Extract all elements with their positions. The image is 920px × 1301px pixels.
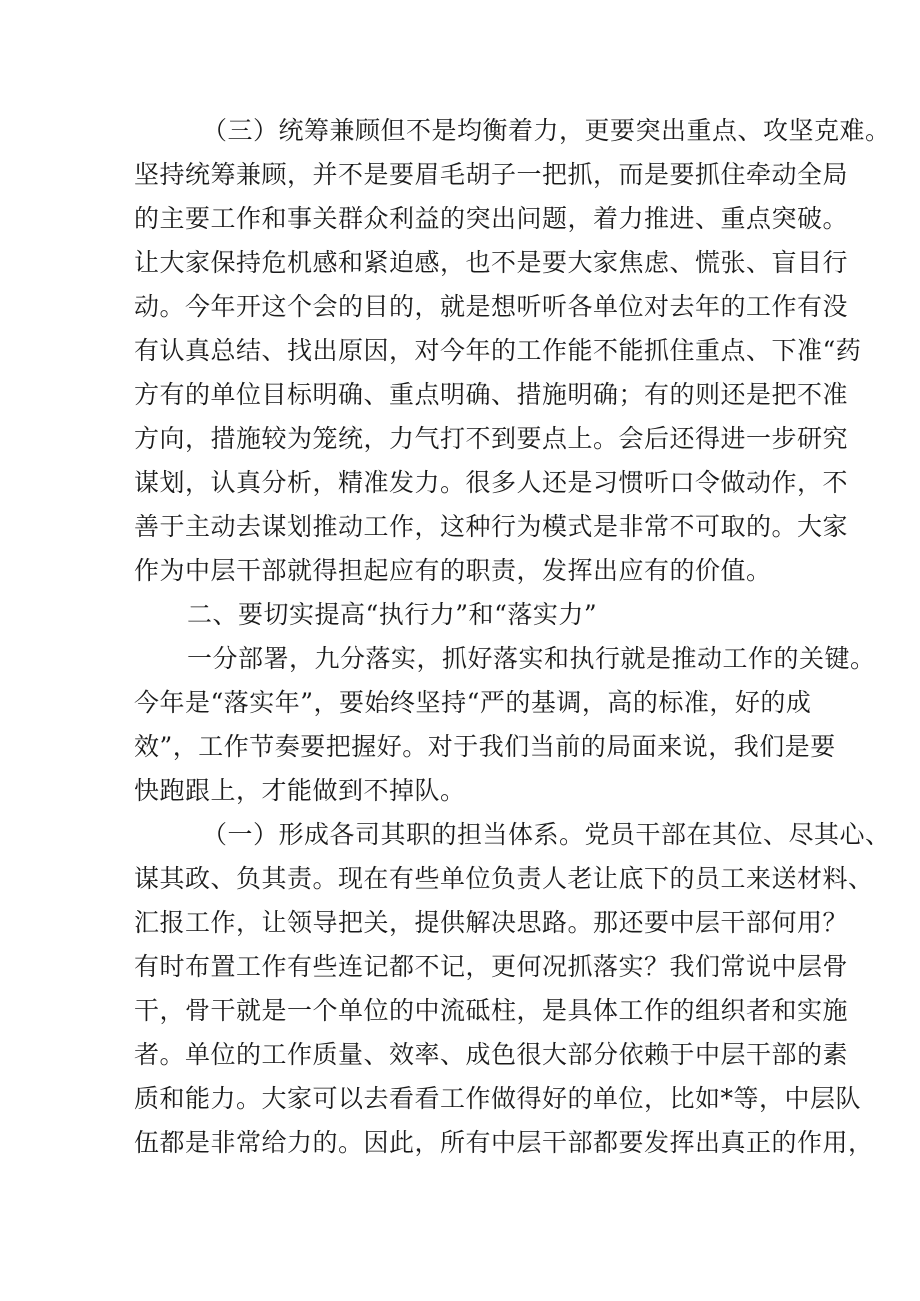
text-line: 方有的单位目标明确、重点明确、措施明确；有的则还是把不准 [134, 380, 849, 409]
text-line: （三）统筹兼顾但不是均衡着力，更要突出重点、攻坚克难。 [202, 116, 891, 145]
text-line: 汇报工作，让领导把关，提供解决思路。那还要中层干部何用？ [134, 908, 849, 937]
text-line: 让大家保持危机感和紧迫感，也不是要大家焦虑、慌张、盲目行 [134, 248, 849, 277]
text-line: 谋划，认真分析，精准发力。很多人还是习惯听口令做动作，不 [134, 468, 849, 497]
text-line: 一分部署，九分落实，抓好落实和执行就是推动工作的关键。 [187, 644, 876, 673]
text-line: 的主要工作和事关群众利益的突出问题，着力推进、重点突破。 [134, 204, 849, 233]
text-line: 动。今年开这个会的目的，就是想听听各单位对去年的工作有没 [134, 292, 849, 321]
text-line: 方向，措施较为笼统，力气打不到要点上。会后还得进一步研究 [134, 424, 849, 453]
text-line: 坚持统筹兼顾，并不是要眉毛胡子一把抓，而是要抓住牵动全局 [134, 160, 849, 189]
text-line: 有认真总结、找出原因，对今年的工作能不能抓住重点、下准“药 [134, 336, 862, 365]
text-line: 干，骨干就是一个单位的中流砥柱，是具体工作的组织者和实施 [134, 996, 849, 1025]
text-line: 者。单位的工作质量、效率、成色很大部分依赖于中层干部的素 [134, 1040, 849, 1069]
text-line: 善于主动去谋划推动工作，这种行为模式是非常不可取的。大家 [134, 512, 849, 541]
text-line: 有时布置工作有些连记都不记，更何况抓落实？我们常说中层骨 [134, 952, 849, 981]
text-line: 谋其政、负其责。现在有些单位负责人老让底下的员工来送材料、 [134, 864, 874, 893]
text-line: 作为中层干部就得担起应有的职责，发挥出应有的价值。 [134, 556, 772, 585]
text-line: 质和能力。大家可以去看看工作做得好的单位，比如*等，中层队 [134, 1084, 862, 1113]
heading-text: 二、要切实提高“执行力”和“落实力” [187, 600, 598, 629]
text-line: 效”，工作节奏要把握好。对于我们当前的局面来说，我们是要 [134, 732, 836, 761]
text-line: 快跑跟上，才能做到不掉队。 [134, 776, 466, 805]
text-line: 伍都是非常给力的。因此，所有中层干部都要发挥出真正的作用， [134, 1128, 874, 1157]
text-line: 今年是“落实年”，要始终坚持“严的基调，高的标准，好的成 [134, 688, 812, 717]
text-line: （一）形成各司其职的担当体系。党员干部在其位、尽其心、 [202, 820, 891, 849]
